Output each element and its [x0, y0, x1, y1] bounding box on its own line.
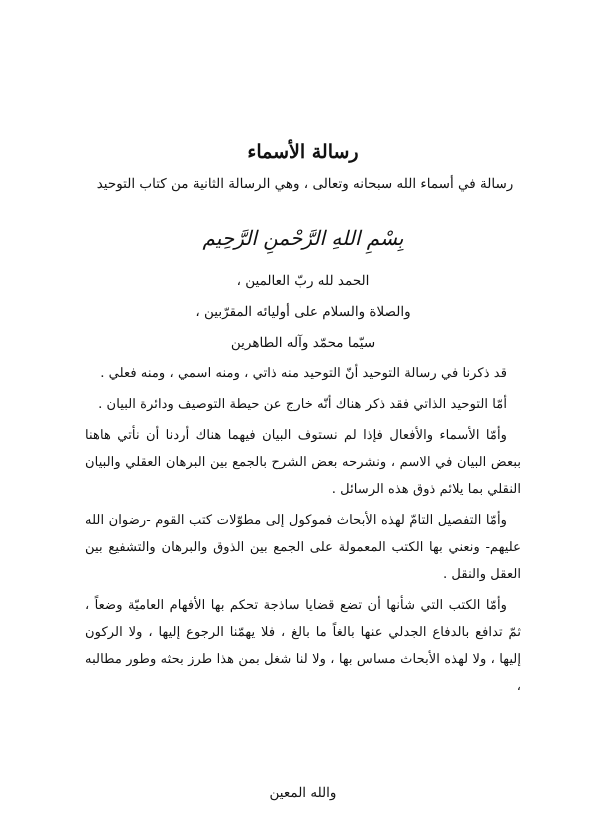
opening-line: والصلاة والسلام على أوليائه المقرّبين ،: [195, 304, 411, 320]
paragraph: أمّا التوحيد الذاتي فقد ذكر هناك أنّه خارج عن حيطة التوصيف ودائرة البيان .: [98, 397, 507, 412]
closing-line: والله المعين: [269, 785, 337, 801]
opening-line: سيّما محمّد وآله الطاهرين: [230, 335, 376, 351]
opening-line: الحمد لله ربّ العالمين ،: [236, 273, 370, 289]
basmala-calligraphy: [0, 226, 606, 250]
paragraph: وأمّا الأسماء والأفعال فإذا لم نستوف البيان فيهما هناك أردنا أن نأتي هاهنا ببعض البيان في الاسم ، ونشرحه بعض الشرح بالجمع بين البرهان العقلي والبيان النقلي بما يلائم ذوق هذه الرسائل .: [85, 428, 521, 497]
paragraph: وأمّا الكتب التي شأنها أن تضع قضايا ساذجة تحكم بها الأفهام العاميّة وضعاً ، ثمّ تدافع بالدفاع الجدلي عنها بالغاً ما بالغ ، فلا يهمّنا الرجوع إليها ، ولا الركون إليها ، ولا لهذه الأبحاث مساس بها ، ولا لنا شغل بمن هذا طرز بحثه وطور مطالبه ،: [85, 598, 521, 694]
page-title: رسالة الأسماء: [247, 141, 359, 163]
page-subtitle: رسالة في أسماء الله سبحانه وتعالى ، وهي الرسالة الثانية من كتاب التوحيد: [96, 176, 514, 192]
paragraph: وأمّا التفصيل التامّ لهذه الأبحاث فموكول إلى مطوّلات كتب القوم -رضوان الله عليهم- ونعني بها الكتب المعمولة على الجمع بين الذوق والبرهان والتشفيع بين العقل والنقل .: [85, 513, 521, 582]
opening-praise: [0, 266, 606, 359]
body-text: [85, 360, 521, 704]
paragraph: قد ذكرنا في رسالة التوحيد أنّ التوحيد منه ذاتي ، ومنه اسمي ، ومنه فعلي .: [100, 366, 507, 381]
basmala-text: بِسْمِ اللهِ الرَّحْمنِ الرَّحِيم: [202, 226, 404, 250]
